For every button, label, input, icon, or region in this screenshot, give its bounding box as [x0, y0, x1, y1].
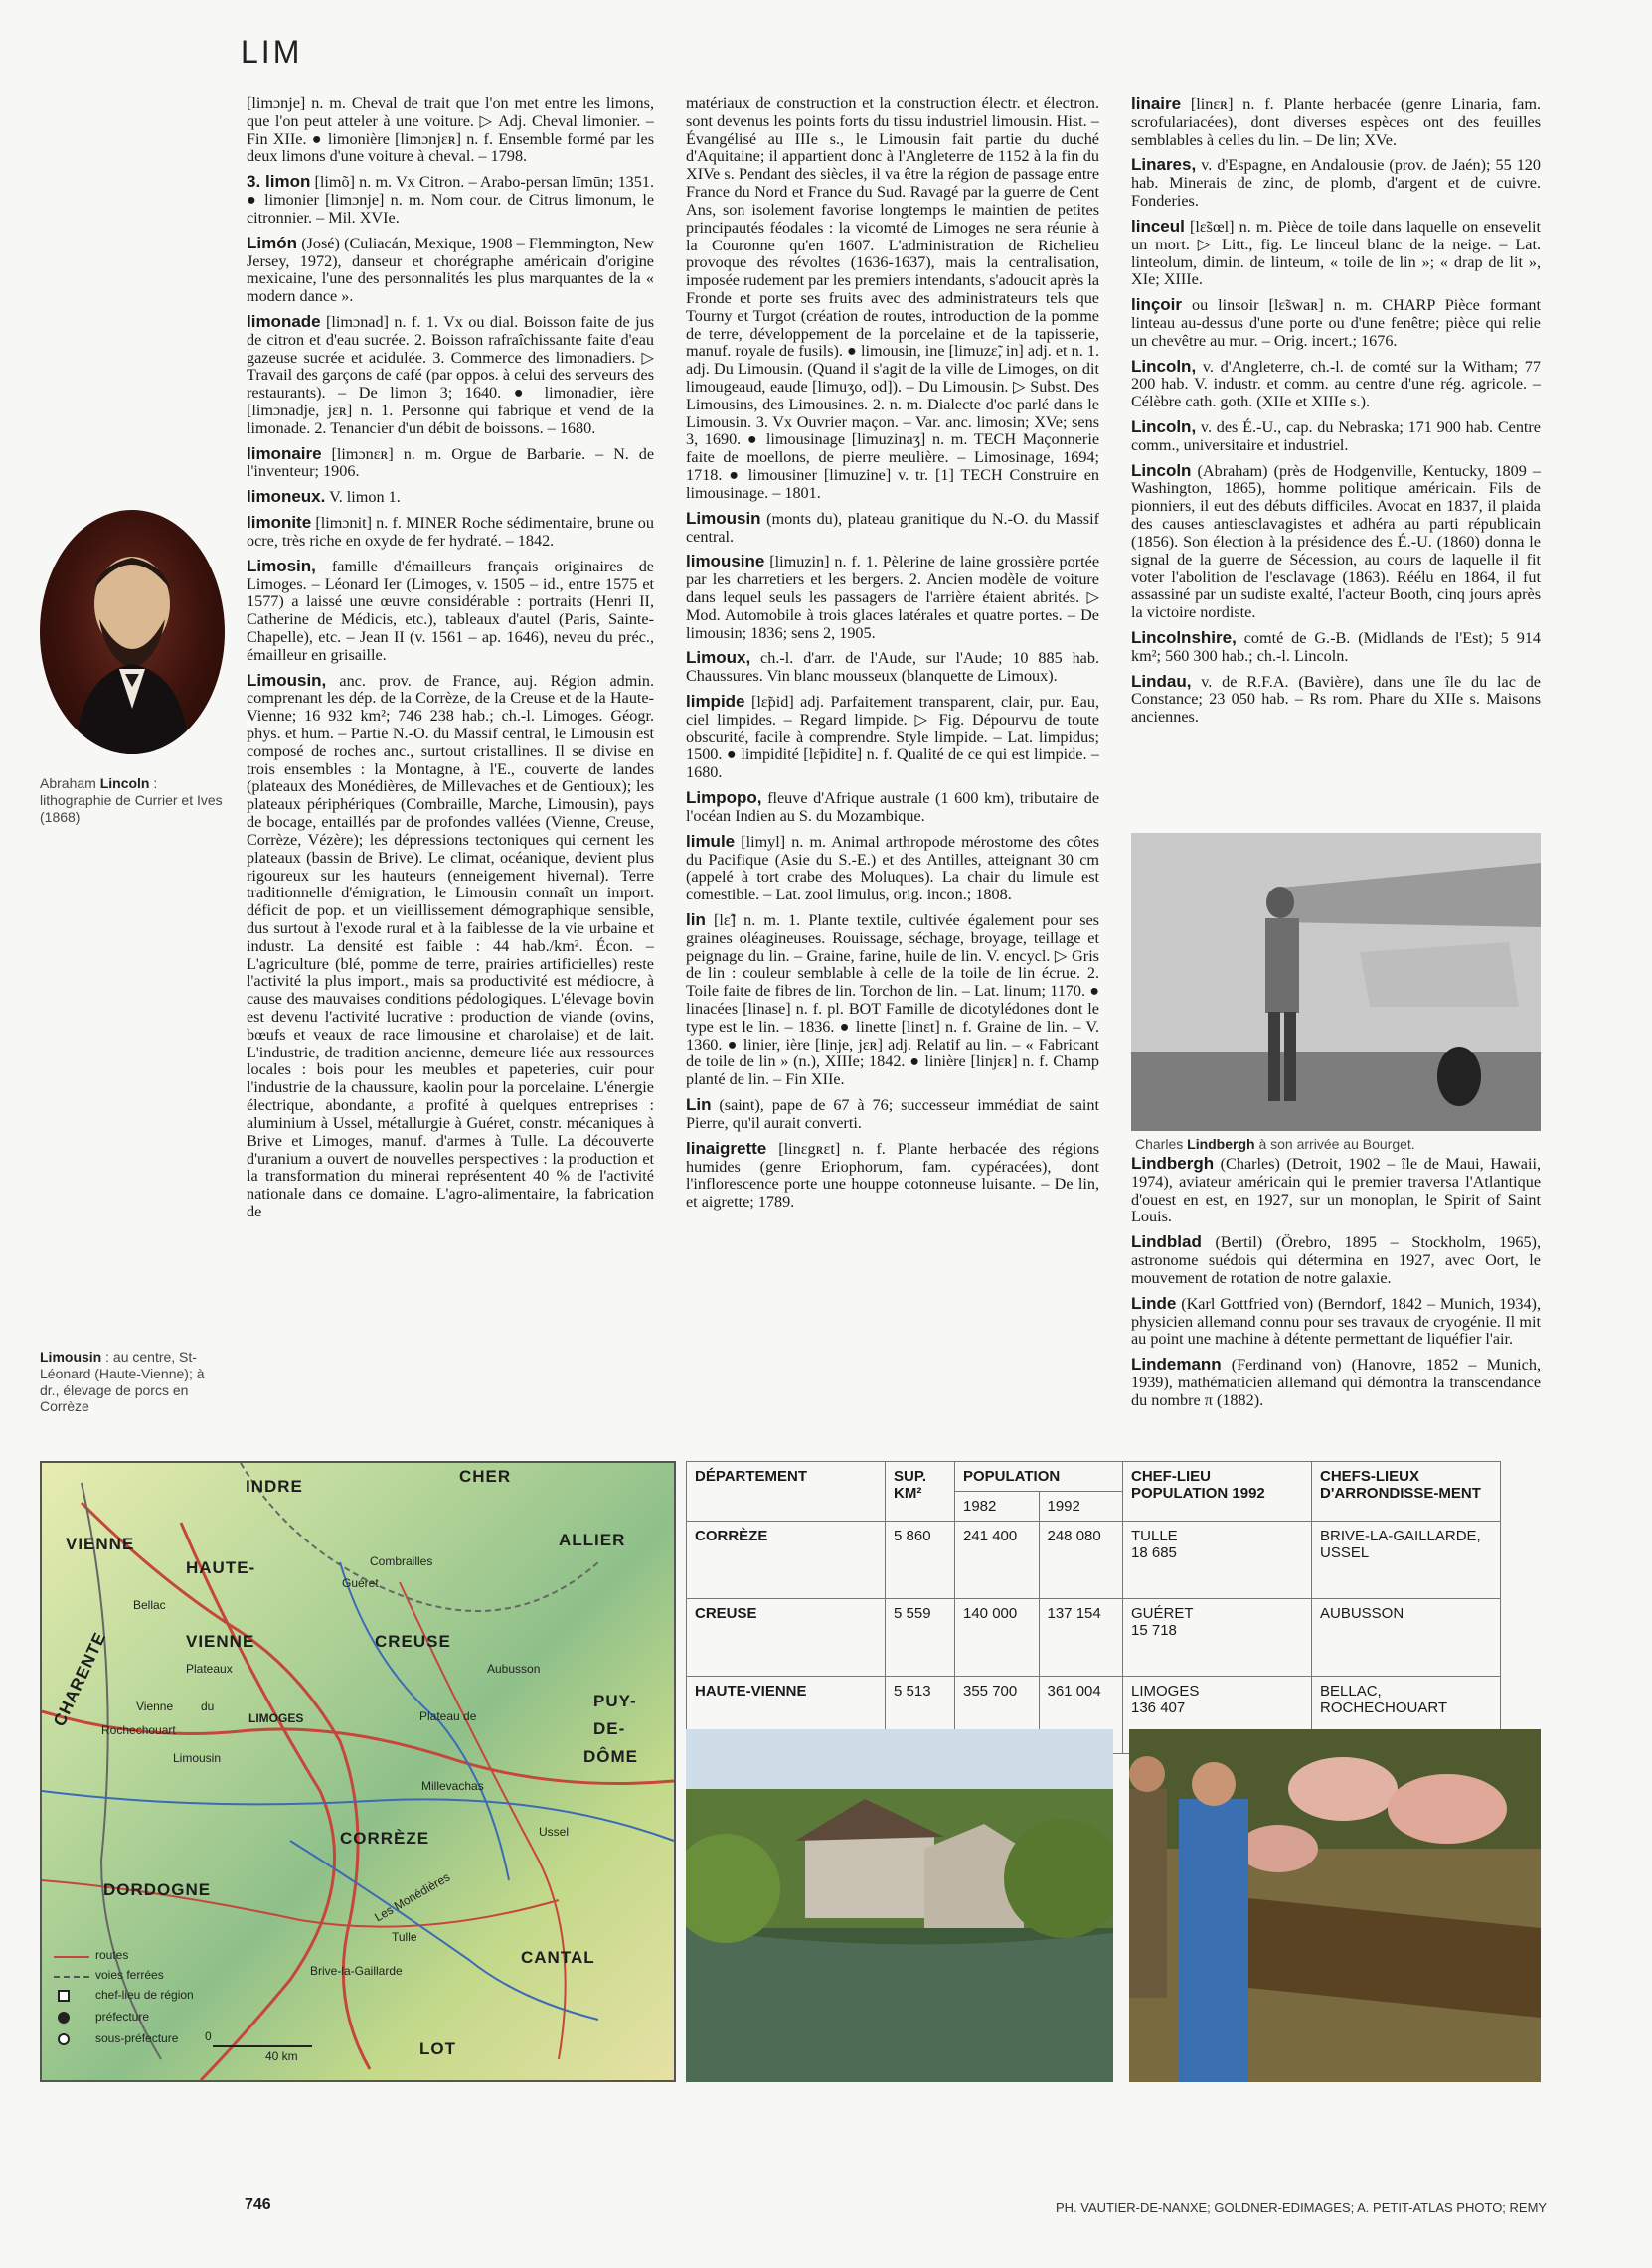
entry-text: (Abraham) (près de Hodgenville, Kentucky, 1809 – Washington, 1865), homme politique américain. Fils de pionniers, il eut des débuts difficiles. Avocat en 1837, il plaida des causes antiesclavagistes et adhéra au parti républicain (1856). Son élection à la présidence des É.-U. (1860) donna le signal de la guerre de Sécession, au cours de laquelle il fit voter l'abolition de l'esclavage (1863). Réélu en 1864, il fut assassiné par un sudiste exalté, l'acteur Booth, cinq jours après la victoire nordiste. — [1131, 461, 1541, 622]
dictionary-entry — [247, 173, 654, 227]
dictionary-entry — [247, 95, 654, 166]
map-town-label: LIMOGES — [248, 1711, 304, 1725]
entry-headword: limpide — [686, 692, 745, 711]
dictionary-entry — [247, 313, 654, 438]
entry-text: v. d'Angleterre, ch.-l. de comté sur la Witham; 77 200 hab. V. industr. et comm. au centre d'une rég. agricole. – Célèbre cath. goth. (XIIe et XIIIe s.). — [1131, 357, 1541, 411]
caption-name: Limousin — [40, 1349, 102, 1365]
pop-1982-cell: 140 000 — [955, 1599, 1040, 1677]
dictionary-entry — [247, 558, 654, 665]
map-region-label: CHARENTE — [50, 1629, 110, 1730]
entry-text: (José) (Culiacán, Mexique, 1908 – Flemmington, New Jersey, 1972), danseur et chorégraphe américain d'origine mexicaine, l'une des personnalités les plus marquantes de la « modern dance ». — [247, 234, 654, 306]
entry-headword: Linde — [1131, 1293, 1177, 1313]
map-region-label: CANTAL — [521, 1948, 595, 1967]
map-region-label: PUY- — [593, 1692, 637, 1710]
arrondissement-cell: AUBUSSON — [1312, 1599, 1501, 1677]
entry-text: [limuzin] n. f. 1. Pèlerine de laine grossière portée par les charretiers et les bergers. 2. Ancien modèle de voiture dans lequel seuls les passagers de l'arrière étaient abrités. ▷ Mod. Automobile à trois glaces latérales et quatre portes. – De limousin; 1836; sens 2, 1905. — [686, 553, 1099, 642]
pop-1992-cell: 248 080 — [1039, 1522, 1123, 1599]
map-scale-label: 40 km — [265, 2049, 298, 2063]
pop-1992-cell: 361 004 — [1039, 1677, 1123, 1754]
dept-cell: HAUTE-VIENNE — [687, 1677, 886, 1754]
page-number: 746 — [245, 2196, 271, 2213]
entry-headword: limonaire — [247, 443, 322, 463]
map-region-label: CORRÈZE — [340, 1829, 430, 1848]
table-row — [687, 1522, 1501, 1599]
entry-text: [lɛ̃sœl] n. m. Pièce de toile dans laquelle on ensevelit un mort. ▷ Litt., fig. Le linceul blanc de la neige. – Lat. linteolum, dimin. de linteum, « toile de lin »; « drap de lit », XIe; XIIIe. — [1131, 217, 1541, 289]
map-scale-zero: 0 — [205, 2029, 212, 2043]
departments-table — [686, 1461, 1501, 1754]
entry-text: [lɛ̃pid] adj. Parfaitement transparent, clair, pur. Eau, ciel limpides. – Regard limpide. ▷ Fig. Dépourvu de toute obscurité, facile à comprendre. Style limpide. – Lat. limpidus; 1500. ● limpidité [lɛ̃pidite] n. f. Qualité de ce qui est limpide. – 1680. — [686, 693, 1099, 782]
chef-lieu-population: 18 685 — [1131, 1544, 1177, 1561]
map-town-label: Combrailles — [370, 1554, 433, 1568]
entry-text: v. d'Espagne, en Andalousie (prov. de Jaén); 55 120 hab. Minerais de zinc, de plomb, d'argent et de cuivre. Fonderies. — [1131, 156, 1541, 211]
lindbergh-caption — [1135, 1136, 1543, 1153]
map-region-label: DÔME — [583, 1747, 638, 1766]
entry-headword: Lin — [686, 1095, 712, 1115]
entry-headword: linceul — [1131, 216, 1185, 236]
dictionary-entry — [1131, 95, 1541, 149]
entry-headword: Lindblad — [1131, 1232, 1202, 1252]
entry-headword: Lincoln — [1131, 460, 1192, 480]
dictionary-entry — [1131, 629, 1541, 666]
map-town-label: Plateau de — [419, 1709, 477, 1723]
caption-text: : au centre, St-Léonard (Haute-Vienne); à dr., élevage de porcs en Corrèze — [40, 1349, 205, 1415]
entry-headword: Lincoln, — [1131, 356, 1197, 376]
entry-headword: linçoir — [1131, 295, 1183, 315]
entry-text: [lɛ̃] n. m. 1. Plante textile, cultivée également pour ses graines oléagineuses. Rouissage, séchage, broyage, teillage et peignage du lin. – Graine, farine, huile de lin. V. encycl. ▷ Gris de lin : couleur semblable à celle de la toile de lin écrue. 2. Toile faite de fibres de lin. Torchon de lin. – Lat. linum; 1170. ● linacées [linase] n. f. pl. BOT Famille de dicotylédones dont le type est le lin. – 1836. ● linette [linɛt] n. f. Graine de lin. – V. 1360. ● linier, ière [linje, jɛʀ] adj. Relatif au lin. – « Fabricant de toile de lin » (n.), XIIIe; 1842. ● linière [linjɛʀ] n. f. Champ planté de lin. – Fin XIIe. — [686, 910, 1099, 1089]
chef-lieu-cell — [1123, 1522, 1312, 1599]
map-town-label: Millevachas — [421, 1779, 484, 1793]
map-town-label: Brive-la-Gaillarde — [310, 1964, 403, 1978]
entry-text: ch.-l. d'arr. de l'Aude, sur l'Aude; 10 885 hab. Chaussures. Vin blanc mousseux (blanquette de Limoux). — [686, 649, 1099, 686]
entry-text: v. des É.-U., cap. du Nebraska; 171 900 hab. Centre comm., universitaire et industriel. — [1131, 418, 1541, 454]
legend-railways: voies ferrées — [54, 1968, 223, 1988]
entry-text: [limɔnje] n. m. Cheval de trait que l'on met entre les limons, que l'on peut atteler à une voiture. ▷ Adj. Cheval limonier. – Fin XIIe. ● limonière [limɔnjɛʀ] n. f. Ensemble formé par les deux limons d'une voiture à cheval. – 1798. — [247, 95, 654, 166]
dictionary-entry — [1131, 218, 1541, 289]
pop-1982-cell: 241 400 — [955, 1522, 1040, 1599]
entry-headword: Limosin, — [247, 556, 316, 575]
legend-region-capital: chef-lieu de région — [54, 1988, 223, 2010]
dictionary-entry — [247, 445, 654, 482]
chef-lieu-population: 136 407 — [1131, 1700, 1186, 1716]
map-region-label: DORDOGNE — [103, 1880, 212, 1899]
pop-1992-cell: 137 154 — [1039, 1599, 1123, 1677]
map-town-label: Bellac — [133, 1598, 166, 1612]
map-region-label: DE- — [593, 1719, 626, 1738]
header-population: POPULATION — [955, 1462, 1123, 1492]
entry-text: famille d'émailleurs français originaires de Limoges. – Léonard Ier (Limoges, v. 1505 – id., entre 1575 et 1577) a laissé une œuvre considérable : portraits (Henri II, Catherine de Médicis, etc.), tableaux d'autel (Paris, Sainte-Chapelle), etc. – Jean II (v. 1561 – ap. 1646), neveu du préc., émailleur en grisaille. — [247, 557, 654, 664]
header-1992: 1992 — [1039, 1492, 1123, 1522]
entry-headword: Limousin, — [247, 670, 327, 690]
caption-name: Lincoln — [99, 775, 150, 791]
column-2 — [686, 95, 1099, 1447]
entry-headword: Limpopo, — [686, 788, 762, 808]
map-town-label: Tulle — [392, 1930, 417, 1944]
dictionary-entry — [686, 510, 1099, 547]
entry-text: [linɛʀ] n. f. Plante herbacée (genre Linaria, fam. scrofulariacées), dont diverses espèces ont des feuilles semblables à celles du lin. – De lin; XVe. — [1131, 95, 1541, 149]
chef-lieu-cell — [1123, 1599, 1312, 1677]
header-dept: DÉPARTEMENT — [687, 1462, 886, 1522]
column-3-bottom — [1131, 1155, 1541, 1443]
entry-text: ou linsoir [lɛ̃swaʀ] n. m. CHARP Pièce formant linteau au-dessus d'une porte ou d'une fenêtre; pièce qui relie un chevêtre au mur. – Orig. incert.; 1676. — [1131, 296, 1541, 350]
chef-lieu-name: GUÉRET — [1131, 1605, 1194, 1622]
map-town-label: Vienne — [136, 1700, 174, 1713]
entry-text: [linɛgʀɛt] n. f. Plante herbacée des régions humides (genre Eriophorum, fam. cypéracées), dont l'inflorescence porte une houppe cotonneuse luisante. – De lin, et aigrette; 1789. — [686, 1139, 1099, 1212]
map-town-label: Plateaux — [186, 1662, 233, 1676]
header-chef-lieu: CHEF-LIEU POPULATION 1992 — [1123, 1462, 1312, 1522]
entry-text: (monts du), plateau granitique du N.-O. du Massif central. — [686, 509, 1099, 546]
dept-cell: CREUSE — [687, 1599, 886, 1677]
map-scale-bar — [213, 2045, 312, 2047]
map-region-label: CREUSE — [375, 1632, 451, 1651]
limousin-map — [40, 1461, 676, 2082]
entry-text: matériaux de construction et la construction électr. et électron. sont devenus les points forts du tissu industriel limousin. Hist. – Évangélisé au IIIe s., le Limousin fait partie du duché d'Aquitaine; il appartient donc à l'Angleterre de 1152 à la fin du XIVe s. Pendant des siècles, il va être la région de passage entre France du Nord et France du Sud. Ravagé par la guerre de Cent Ans, son isolement favorise longtemps le maintien de petites principautés féodales : la vicomté de Limoges ne sera réunie à la Couronne qu'en 1607. L'administration de Richelieu provoque des révoltes (1636-1637), mais la centralisation, imposée rudement par les premiers intendants, s'adoucit après la Fronde et porte ses fruits avec des administrateurs tels que Tourny et Turgot (création de routes, introduction de la pomme de terre, développement de la porcelaine et de la tapisserie, manuf. royale de fusils). ● limousin, ine [limuzɛ̃, in] adj. et n. 1. adj. Du Limousin. (Quand il s'agit de la ville de Limoges, on dit limougeaud, eaude [limuʒo, od]). – Du Limousin. ▷ Subst. Des Limousins, des Limousines. 2. n. m. Dialecte d'oc parlé dans le Limousin. 3. Vx Ouvrier maçon. – Var. anc. limosin; XVe; sens 3, 1690. ● limousinage [limuzinaʒ] n. m. TECH Maçonnerie faite de moellons, de pierre meulière. – Limosinage, 1694; 1718. ● limousiner [limuzine] v. tr. [1] TECH Construire en limousinage. – 1801. — [686, 95, 1099, 502]
entry-text: (Karl Gottfried von) (Berndorf, 1842 – Munich, 1934), physicien allemand connu pour ses travaux de cryogénie. Il mit au point une machine à détente permettant de liquéfier l'air. — [1131, 1294, 1541, 1349]
column-3-top — [1131, 95, 1541, 831]
entry-headword: lin — [686, 909, 706, 929]
legend-prefecture: préfecture — [54, 2010, 223, 2031]
entry-text: V. limon 1. — [325, 488, 401, 507]
header-sup: SUP. KM² — [886, 1462, 955, 1522]
map-legend — [54, 1948, 223, 2053]
dictionary-entry — [1131, 156, 1541, 210]
entry-headword: 3. limon — [247, 172, 311, 192]
caption-text: Charles — [1135, 1136, 1188, 1152]
map-town-label: du — [201, 1700, 215, 1713]
entry-text: comté de G.-B. (Midlands de l'Est); 5 914 km²; 560 300 hab.; ch.-l. Lincoln. — [1131, 628, 1541, 665]
map-town-label: Aubusson — [487, 1662, 541, 1676]
dictionary-entry — [1131, 1356, 1541, 1409]
entry-headword: Limón — [247, 233, 297, 252]
dictionary-entry — [686, 1096, 1099, 1133]
map-town-label: Rochechouart — [101, 1723, 176, 1737]
dictionary-entry — [1131, 1295, 1541, 1349]
entry-headword: Lindbergh — [1131, 1155, 1215, 1173]
dictionary-entry — [1131, 462, 1541, 622]
entry-text: [limɔnɛʀ] n. m. Orgue de Barbarie. – N. de l'inventeur; 1906. — [247, 444, 654, 481]
dictionary-entry — [686, 649, 1099, 686]
arrondissement-cell: BELLAC, ROCHECHOUART — [1312, 1677, 1501, 1754]
dictionary-entry — [247, 672, 654, 1221]
column-1 — [247, 95, 654, 1447]
dictionary-entry — [686, 1140, 1099, 1212]
pig-farm-photo — [1129, 1729, 1541, 2082]
map-region-label: INDRE — [246, 1477, 303, 1496]
dictionary-entry — [686, 911, 1099, 1089]
caption-text: à son arrivée au Bourget. — [1254, 1136, 1415, 1152]
entry-headword: linaigrette — [686, 1138, 767, 1158]
dictionary-entry — [1131, 1155, 1541, 1226]
dictionary-entry — [686, 693, 1099, 782]
entry-text: v. de R.F.A. (Bavière), dans une île du lac de Constance; 23 050 hab. – Rs rom. Phare du XIIe s. Maisons anciennes. — [1131, 672, 1541, 727]
chef-lieu-name: TULLE — [1131, 1528, 1178, 1544]
entry-text: (Bertil) (Örebro, 1895 – Stockholm, 1965), astronome suédois qui détermina en 1927, avec Oort, le mouvement de rotation de notre galaxie. — [1131, 1233, 1541, 1287]
table-header-row — [687, 1462, 1501, 1492]
sup-cell: 5 559 — [886, 1599, 955, 1677]
entry-text: (saint), pape de 67 à 76; successeur immédiat de saint Pierre, qu'il aurait converti. — [686, 1096, 1099, 1132]
dictionary-entry — [1131, 673, 1541, 727]
lincoln-caption — [40, 775, 229, 825]
legend-subprefecture: sous-préfecture — [54, 2031, 223, 2053]
entry-text: [limyl] n. m. Animal arthropode mérostome des côtes du Pacifique (Asie du S.-E.) et des Antilles, atteignant 30 cm (appelé à tort crabe des Moluques). La chair du limule est comestible. – Lat. zool limulus, orig. incon.; 1808. — [686, 832, 1099, 904]
pop-1982-cell: 355 700 — [955, 1677, 1040, 1754]
map-region-label: ALLIER — [559, 1531, 626, 1549]
dictionary-entry — [686, 553, 1099, 642]
caption-name: Lindbergh — [1187, 1136, 1255, 1152]
entry-headword: Lincolnshire, — [1131, 627, 1237, 647]
legend-roads: routes — [54, 1948, 223, 1968]
map-town-label: Ussel — [539, 1825, 570, 1839]
entry-headword: Limousin — [686, 508, 761, 528]
dictionary-entry — [1131, 1233, 1541, 1287]
map-town-label: Limousin — [173, 1751, 222, 1765]
entry-headword: Lindemann — [1131, 1355, 1222, 1375]
lindbergh-photo — [1131, 833, 1541, 1131]
map-region-label: LOT — [419, 2039, 456, 2058]
entry-headword: Lindau, — [1131, 671, 1192, 691]
map-region-label: CHER — [459, 1467, 512, 1486]
entry-text: fleuve d'Afrique australe (1 600 km), tributaire de l'océan Indien au S. du Mozambique. — [686, 789, 1099, 825]
entry-text: [limõ] n. m. Vx Citron. – Arabo-persan līmūn; 1351. ● limonier [limɔnje] n. m. Nom cour. de Citrus limonum, le citronnier. – Mil. XVIe. — [247, 173, 654, 227]
caption-text: Abraham — [40, 775, 100, 791]
dictionary-entry — [686, 789, 1099, 826]
entry-text: (Charles) (Detroit, 1902 – île de Maui, Hawaii, 1974), aviateur américain qui le premier traversa l'Atlantique d'ouest en est, en 1927, sur un monoplan, le Spirit of Saint Louis. — [1131, 1155, 1541, 1226]
dictionary-entry — [686, 95, 1099, 503]
guide-word: LIM — [241, 34, 303, 70]
entry-headword: Linares, — [1131, 155, 1197, 175]
entry-headword: limonite — [247, 513, 312, 533]
chef-lieu-name: LIMOGES — [1131, 1683, 1200, 1700]
dictionary-entry — [1131, 418, 1541, 455]
entry-text: [limɔnad] n. f. 1. Vx ou dial. Boisson faite de jus de citron et d'eau sucrée. 2. Boisson rafraîchissante faite d'eau gazeuse sucrée et acidulée. 3. Commerce des limonadiers. ▷ Travail des garçons de café (par oppos. à celui des serveurs des restaurants). – De limon 3; 1640. ● limonadier, ière [limɔnadje, jɛʀ] n. 1. Personne qui fabrique et vend de la limonade. 2. Tenancier d'un débit de boissons. – 1680. — [247, 312, 654, 437]
entry-headword: Lincoln, — [1131, 417, 1197, 436]
dictionary-entry — [247, 488, 654, 507]
map-region-label: VIENNE — [186, 1632, 255, 1651]
dictionary-entry — [1131, 296, 1541, 350]
entry-headword: limoneux. — [247, 487, 326, 507]
header-1982: 1982 — [955, 1492, 1040, 1522]
map-town-label: Les Monédières — [372, 1869, 453, 1925]
entry-headword: Limoux, — [686, 648, 751, 668]
entry-text: anc. prov. de France, auj. Région admin. comprenant les dép. de la Corrèze, de la Creuse et de la Haute-Vienne; 16 932 km²; 746 238 hab.; ch.-l. Limoges. Géogr. phys. et hum. – Partie N.-O. du Massif central, le Limousin est composé de roches anc., surtout cristallines. Il se divise en trois ensembles : la Montagne, à l'E., couverte de landes (plateaux des Monédières, de Millevaches et de Gentioux); les plateaux périphériques (Combraille, Marche, Limousin), pays de bocage, entaillés par de profondes vallées (Vienne, Creuse, Corrèze, Vézère); les dépressions tectoniques qui cernent les plateaux (bassin de Brive). Le climat, océanique, devient plus rigoureux sur les hauteurs (enneigement hivernal). Terre traditionnelle d'émigration, le Limousin connaît un import. déficit de pop. et un vieillissement démographique sensible, dus surtout à l'exode rural et à la faiblesse de la vie urbaine et industr. La densité est faible : 44 hab./km². Écon. – L'agriculture (blé, pomme de terre, prairies artificielles) reste l'activité la plus import., mais sa productivité est médiocre, à cause des mauvaises conditions pédologiques. L'élevage bovin est devenu l'activité lucrative : production de viande (ovins, bœufs et veaux de race limousine et charolaise) et de lait. L'industrie, de tradition ancienne, demeure liée aux ressources locales : bois pour les meubles et papeteries, cuir pour l'industrie de la chaussure, kaolin pour la porcelaine. L'énergie électrique, abondante, a profité à quelques entreprises : aluminium à Ussel, métallurgie à Guéret, constr. mécaniques à Brive et Limoges, manuf. d'armes à Tulle. La découverte d'uranium a ouvert de nouvelles perspectives : la production et la transformation du minerai représentent 40 % de l'activité nationale dans ce domaine. L'agro-alimentaire, la fabrication de — [247, 671, 654, 1220]
lincoln-portrait — [40, 510, 225, 754]
header-arrondissement: CHEFS-LIEUX D'ARRONDISSE-MENT — [1312, 1462, 1501, 1522]
photo-credits: PH. VAUTIER-DE-NANXE; GOLDNER-EDIMAGES; A. PETIT-ATLAS PHOTO; REMY — [1056, 2200, 1548, 2215]
entry-headword: limousine — [686, 552, 765, 571]
entry-headword: limule — [686, 831, 736, 851]
dept-cell: CORRÈZE — [687, 1522, 886, 1599]
dictionary-entry — [247, 514, 654, 551]
chef-lieu-population: 15 718 — [1131, 1622, 1177, 1639]
sup-cell: 5 860 — [886, 1522, 955, 1599]
map-town-label: Guéret — [342, 1576, 379, 1590]
limousin-caption — [40, 1349, 224, 1415]
sup-cell: 5 513 — [886, 1677, 955, 1754]
dictionary-entry — [247, 235, 654, 306]
dictionary-entry — [1131, 358, 1541, 411]
arrondissement-cell: BRIVE-LA-GAILLARDE, USSEL — [1312, 1522, 1501, 1599]
entry-text: [limɔnit] n. f. MINER Roche sédimentaire, brune ou ocre, très riche en oxyde de fer hydraté. – 1842. — [247, 514, 654, 550]
map-region-label: VIENNE — [66, 1535, 135, 1553]
saint-leonard-photo — [686, 1729, 1113, 2082]
caption-text: : lithographie de Currier et Ives (1868) — [40, 775, 223, 825]
map-region-label: HAUTE- — [186, 1558, 256, 1577]
entry-headword: limonade — [247, 311, 321, 331]
dictionary-entry — [686, 833, 1099, 904]
table-row — [687, 1599, 1501, 1677]
entry-headword: linaire — [1131, 95, 1182, 113]
entry-text: (Ferdinand von) (Hanovre, 1852 – Munich, 1939), mathématicien allemand qui démontra la transcendance du nombre π (1882). — [1131, 1356, 1541, 1409]
